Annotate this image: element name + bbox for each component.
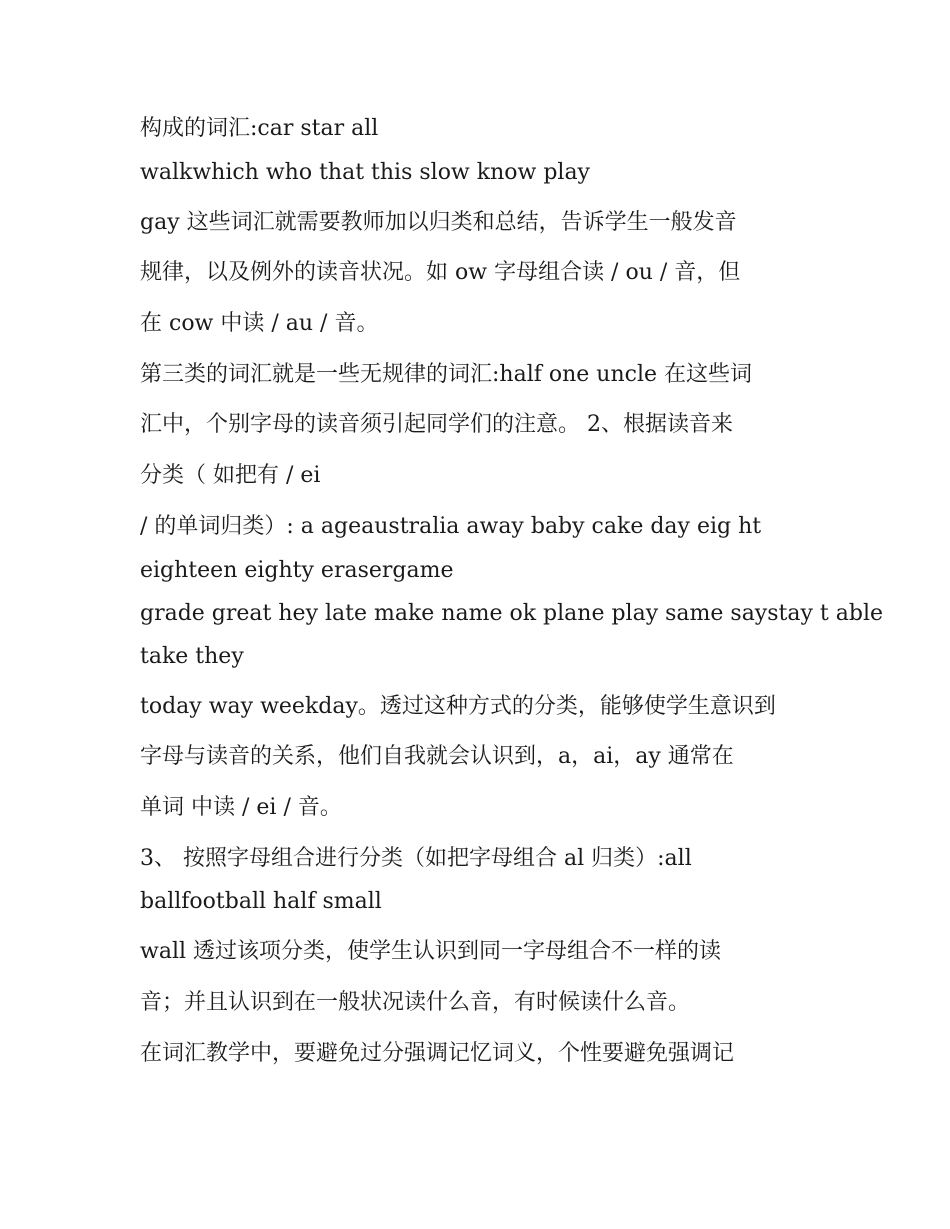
text-line: 第三类的词汇就是一些无规律的词汇:half one uncle 在这些词 — [140, 362, 753, 387]
text-line: 规律，以及例外的读音状况。如 ow 字母组合读 / ou / 音，但 — [140, 260, 741, 285]
text-line: wall 透过该项分类，使学生认识到同一字母组合不一样的读 — [140, 939, 722, 964]
text-line: 单词 中读 / ei / 音。 — [140, 795, 342, 820]
text-line: 构成的词汇:car star all — [140, 116, 379, 141]
text-line: ballfootball half small — [140, 889, 382, 914]
text-line: 在 cow 中读 / au / 音。 — [140, 311, 379, 336]
text-line: 汇中，个别字母的读音须引起同学们的注意。 2、根据读音来 — [140, 412, 733, 437]
text-line: 在词汇教学中，要避免过分强调记忆词义，个性要避免强调记 — [140, 1041, 735, 1066]
text-line: 3、 按照字母组合进行分类（如把字母组合 al 归类）:all — [140, 846, 692, 871]
text-line: gay 这些词汇就需要教师加以归类和总结，告诉学生一般发音 — [140, 210, 737, 235]
text-line: 音；并且认识到在一般状况读什么音，有时候读什么音。 — [140, 990, 691, 1015]
text-line: eighteen eighty erasergame — [140, 558, 454, 583]
text-line: take they — [140, 644, 244, 669]
text-line: today way weekday。透过这种方式的分类，能够使学生意识到 — [140, 694, 776, 719]
text-line: 字母与读音的关系，他们自我就会认识到，a，ai，ay 通常在 — [140, 744, 734, 769]
text-line: walkwhich who that this slow know play — [140, 160, 590, 185]
text-line: grade great hey late make name ok plane play same saystay t able — [140, 601, 883, 626]
text-line: 分类（ 如把有 / ei — [140, 463, 321, 488]
text-line: / 的单词归类）: a ageaustralia away baby cake day eig ht — [140, 514, 762, 539]
